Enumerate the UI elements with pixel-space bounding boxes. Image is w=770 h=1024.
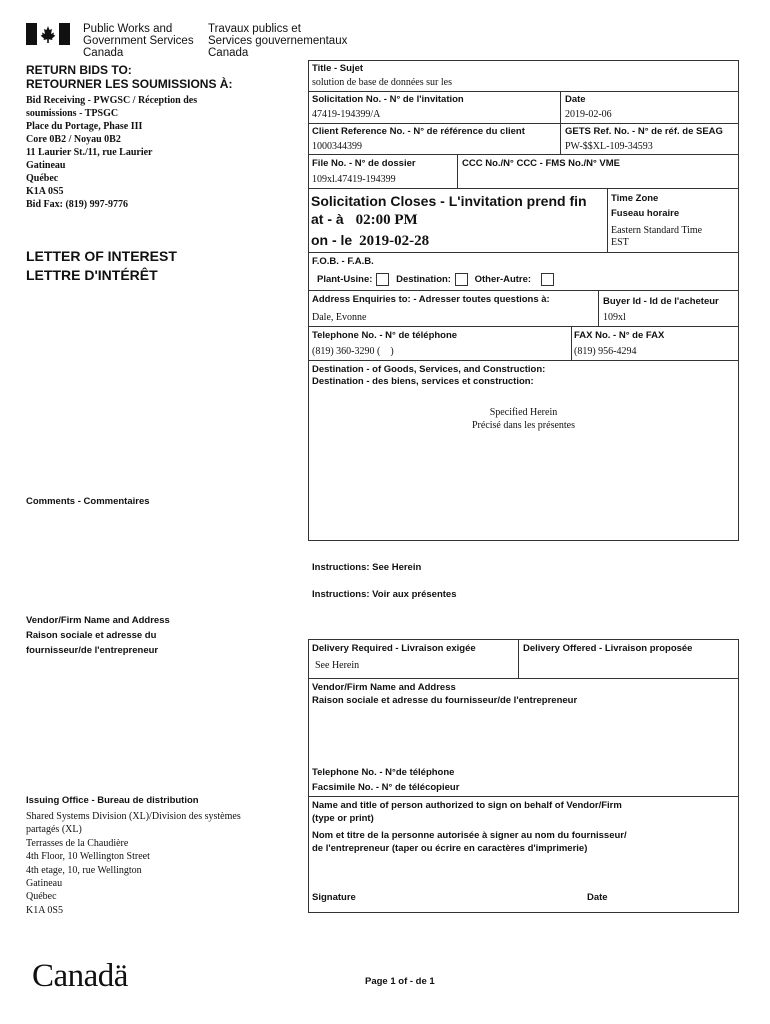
plant-checkbox[interactable] xyxy=(376,273,389,286)
vendor-contact-labels xyxy=(312,765,459,795)
solicitation-closes-heading: Solicitation Closes - L'invitation prend fin xyxy=(311,193,587,209)
other-label: Other-Autre: xyxy=(474,274,532,286)
vendor-telephone-label: Telephone No. - N°de téléphone xyxy=(312,767,455,778)
closing-time-value: 02:00 PM xyxy=(355,212,418,228)
telephone-value: (819) 360-3290 ( ) xyxy=(312,346,394,357)
address-line: 11 Laurier St./11, rue Laurier xyxy=(26,147,153,158)
dest-value-en: Specified Herein xyxy=(489,407,558,418)
tz-label-en: Time Zone xyxy=(611,193,659,204)
address-line: Place du Portage, Phase III xyxy=(26,121,143,132)
comments-label: Comments - Commentaires xyxy=(26,496,150,507)
return-bids-address xyxy=(26,94,197,211)
date-label: Date xyxy=(565,94,586,105)
tz-abbr: EST xyxy=(611,237,629,248)
auth-en: Name and title of person authorized to sign on behalf of Vendor/Firm xyxy=(312,800,622,811)
issuing-line: K1A 0S5 xyxy=(26,904,63,916)
vendor-label-fr: Raison sociale et adresse du fournisseur/de l'entrepreneur xyxy=(312,695,578,706)
fax-value: (819) 956-4294 xyxy=(574,346,637,357)
return-bids-heading-fr: RETOURNER LES SOUMISSIONS À: xyxy=(26,77,233,91)
address-line: Bid Fax: (819) 997-9776 xyxy=(26,199,128,210)
issuing-line: Gatineau xyxy=(26,878,63,890)
closing-date-row xyxy=(311,232,429,250)
title-value: solution de base de données sur les xyxy=(312,77,452,88)
dest-label-fr: Destination - des biens, services et construction: xyxy=(312,376,534,387)
vendor-left-line: Vendor/Firm Name and Address xyxy=(26,615,170,626)
ministry-fr-line: Canada xyxy=(208,47,249,59)
address-line: Gatineau xyxy=(26,160,66,171)
page-number: Page 1 of - de 1 xyxy=(365,976,435,987)
title-label: Title - Sujet xyxy=(312,63,364,74)
ccc-no-label: CCC No./N° CCC - FMS No./N° VME xyxy=(462,158,621,169)
address-enquiries-value: Dale, Evonne xyxy=(312,312,367,323)
letter-of-interest-title xyxy=(26,247,177,285)
solicitation-no-value: 47419-194399/A xyxy=(312,109,381,120)
instructions-en: Instructions: See Herein xyxy=(312,562,422,573)
at-label: at - à xyxy=(311,211,344,227)
destination-label: Destination: xyxy=(396,274,451,286)
instructions-fr: Instructions: Voir aux présentes xyxy=(312,589,457,600)
vendor-firm-label xyxy=(312,682,577,707)
canada-flag-icon xyxy=(26,23,70,45)
plant-label: Plant-Usine: xyxy=(317,274,373,286)
signature-date-label: Date xyxy=(587,892,608,903)
auth-fr: Nom et titre de la personne autorisée à signer au nom du fournisseur/ xyxy=(312,830,627,841)
file-no-label: File No. - N° de dossier xyxy=(312,158,416,169)
closing-date-value: 2019-02-28 xyxy=(359,233,430,249)
issuing-office-address xyxy=(26,810,241,917)
issuing-line: Québec xyxy=(26,891,57,903)
fob-options xyxy=(317,273,558,286)
authorized-signer-label xyxy=(312,799,627,855)
issuing-line: Terrasses de la Chaudière xyxy=(26,837,129,849)
time-zone-label xyxy=(611,193,679,220)
solicitation-no-label: Solicitation No. - N° de l'invitation xyxy=(312,94,464,105)
ministry-en-line: Government Services xyxy=(83,35,194,47)
delivery-offered-label: Delivery Offered - Livraison proposée xyxy=(523,643,693,654)
fob-label: F.O.B. - F.A.B. xyxy=(312,256,374,267)
address-line: Core 0B2 / Noyau 0B2 xyxy=(26,134,121,145)
return-bids-heading xyxy=(26,63,232,91)
client-reference-label: Client Reference No. - N° de référence du client xyxy=(312,126,525,137)
ministry-name-fr xyxy=(208,23,347,59)
destination-goods-label xyxy=(312,364,545,388)
vendor-left-line: Raison sociale et adresse du xyxy=(26,630,157,641)
file-no-value: 109xl.47419-194399 xyxy=(312,174,396,185)
delivery-required-value: See Herein xyxy=(315,660,360,671)
on-label: on - le xyxy=(311,232,353,248)
destination-checkbox[interactable] xyxy=(455,273,468,286)
fax-label: FAX No. - N° de FAX xyxy=(574,330,665,341)
letter-title-fr: LETTRE D'INTÉRÊT xyxy=(26,267,158,283)
vendor-left-line: fournisseur/de l'entrepreneur xyxy=(26,645,159,656)
ministry-en-line: Public Works and xyxy=(83,23,173,35)
tz-label-fr: Fuseau horaire xyxy=(611,208,680,219)
tz-value: Eastern Standard Time xyxy=(611,225,703,236)
letter-title-en: LETTER OF INTEREST xyxy=(26,248,177,264)
buyer-id-label: Buyer Id - Id de l'acheteur xyxy=(603,296,719,307)
date-value: 2019-02-06 xyxy=(565,109,612,120)
auth-fr2: de l'entrepreneur (taper ou écrire en caractères d'imprimerie) xyxy=(312,843,588,854)
vendor-label-en: Vendor/Firm Name and Address xyxy=(312,682,456,693)
client-reference-value: 1000344399 xyxy=(312,141,362,152)
ministry-name-en xyxy=(83,23,194,59)
issuing-line: partagés (XL) xyxy=(26,824,82,836)
address-enquiries-label: Address Enquiries to: - Adresser toutes questions à: xyxy=(312,294,550,305)
auth-en2: (type or print) xyxy=(312,813,374,824)
time-zone-value xyxy=(611,225,702,249)
vendor-firm-left-label xyxy=(26,613,170,658)
telephone-label: Telephone No. - N° de téléphone xyxy=(312,330,458,341)
canada-wordmark-logo: Canadä xyxy=(32,958,128,994)
dest-label-en: Destination - of Goods, Services, and Construction: xyxy=(312,364,546,375)
delivery-required-label: Delivery Required - Livraison exigée xyxy=(312,643,476,654)
ministry-fr-line: Travaux publics et xyxy=(208,23,301,35)
address-line: K1A 0S5 xyxy=(26,186,64,197)
dest-value-fr: Précisé dans les présentes xyxy=(471,420,576,431)
buyer-id-value: 109xl xyxy=(603,312,626,323)
return-bids-heading-en: RETURN BIDS TO: xyxy=(26,63,132,77)
destination-goods-value xyxy=(308,406,739,432)
issuing-line: 4th etage, 10, rue Wellington xyxy=(26,864,142,876)
address-line: Québec xyxy=(26,173,59,184)
issuing-line: Shared Systems Division (XL)/Division des systèmes xyxy=(26,811,241,822)
closing-time-row xyxy=(311,211,418,229)
address-line: Bid Receiving - PWGSC / Réception des xyxy=(26,95,198,106)
signature-label: Signature xyxy=(312,892,356,903)
address-line: soumissions - TPSGC xyxy=(26,108,119,119)
other-checkbox[interactable] xyxy=(541,273,554,286)
ministry-en-line: Canada xyxy=(83,47,124,59)
ministry-fr-line: Services gouvernementaux xyxy=(208,35,348,47)
issuing-line: 4th Floor, 10 Wellington Street xyxy=(26,851,150,863)
gets-ref-value: PW-$$XL-109-34593 xyxy=(565,141,653,152)
gets-ref-label: GETS Ref. No. - N° de réf. de SEAG xyxy=(565,126,723,137)
issuing-office-label: Issuing Office - Bureau de distribution xyxy=(26,795,199,806)
vendor-facsimile-label: Facsimile No. - N° de télécopieur xyxy=(312,782,460,793)
